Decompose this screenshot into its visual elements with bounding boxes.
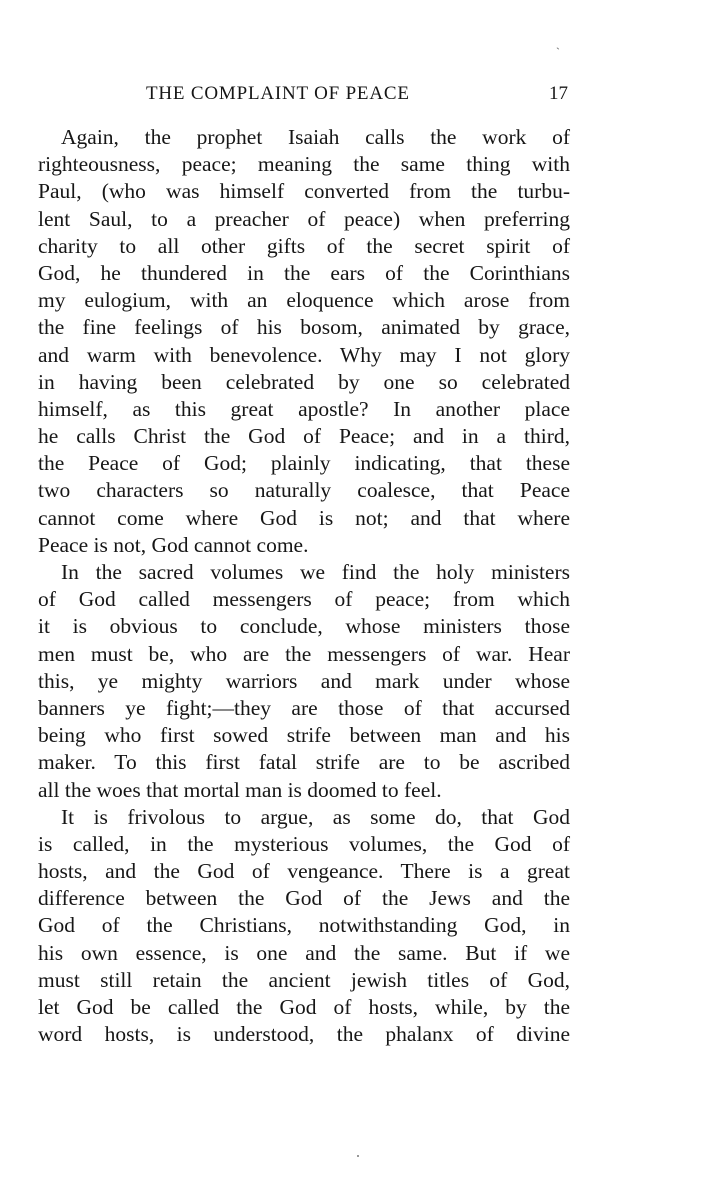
text-line: word hosts, is understood, the phalanx of divine <box>38 1022 570 1047</box>
text-line: men must be, who are the messengers of war. Hear <box>38 641 570 666</box>
text-line: charity to all other gifts of the secret spirit of <box>38 233 570 258</box>
text-line: maker. To this first fatal strife are to be ascribed <box>38 750 570 775</box>
running-head <box>38 78 570 110</box>
text-line: the fine feelings of his bosom, animated by grace, <box>38 315 570 340</box>
text-line: Peace is not, God cannot come. <box>38 532 309 557</box>
text-line: it is obvious to conclude, whose ministers those <box>38 614 570 639</box>
text-line: hosts, and the God of vengeance. There is a great <box>38 859 570 884</box>
book-page <box>38 78 570 1048</box>
text-line: this, ye mighty warriors and mark under whose <box>38 668 570 693</box>
paragraph <box>38 124 570 559</box>
text-line: of God called messengers of peace; from which <box>38 587 570 612</box>
text-line: himself, as this great apostle? In another place <box>38 396 570 421</box>
text-line: being who first sowed strife between man and his <box>38 723 570 748</box>
text-line: must still retain the ancient jewish titles of God, <box>38 967 570 992</box>
paragraph <box>38 559 570 804</box>
running-title: THE COMPLAINT OF PEACE <box>146 83 410 104</box>
page-number: 17 <box>549 83 568 104</box>
text-line: It is frivolous to argue, as some do, that God <box>61 804 570 829</box>
text-line: in having been celebrated by one so celebrated <box>38 369 570 394</box>
text-line: and warm with benevolence. Why may I not glory <box>38 342 570 367</box>
text-line: my eulogium, with an eloquence which arose from <box>38 288 570 313</box>
text-line: the Peace of God; plainly indicating, that these <box>38 451 570 476</box>
text-line: difference between the God of the Jews and the <box>38 886 570 911</box>
text-line: his own essence, is one and the same. But if we <box>38 940 570 965</box>
margin-mark: ˏ <box>556 36 560 50</box>
body-text <box>38 124 570 1048</box>
text-line: lent Saul, to a preacher of peace) when preferring <box>38 206 570 231</box>
text-line: all the woes that mortal man is doomed to feel. <box>38 777 442 802</box>
text-line: righteousness, peace; meaning the same thing with <box>38 152 570 177</box>
text-line: is called, in the mysterious volumes, the God of <box>38 831 570 856</box>
text-line: God of the Christians, notwithstanding God, in <box>38 913 570 938</box>
print-speck <box>357 1155 359 1157</box>
paragraph <box>38 804 570 1049</box>
text-line: God, he thundered in the ears of the Corinthians <box>38 260 570 285</box>
text-line: In the sacred volumes we find the holy ministers <box>61 560 570 584</box>
text-line: Paul, (who was himself converted from the turbu- <box>38 179 570 204</box>
text-line: two characters so naturally coalesce, that Peace <box>38 478 570 503</box>
text-line: he calls Christ the God of Peace; and in a third, <box>38 424 570 449</box>
text-line: let God be called the God of hosts, while, by the <box>38 995 570 1019</box>
text-line: cannot come where God is not; and that where <box>38 505 570 530</box>
text-line: banners ye fight;—they are those of that accursed <box>38 695 570 720</box>
text-line: Again, the prophet Isaiah calls the work of <box>61 125 570 149</box>
